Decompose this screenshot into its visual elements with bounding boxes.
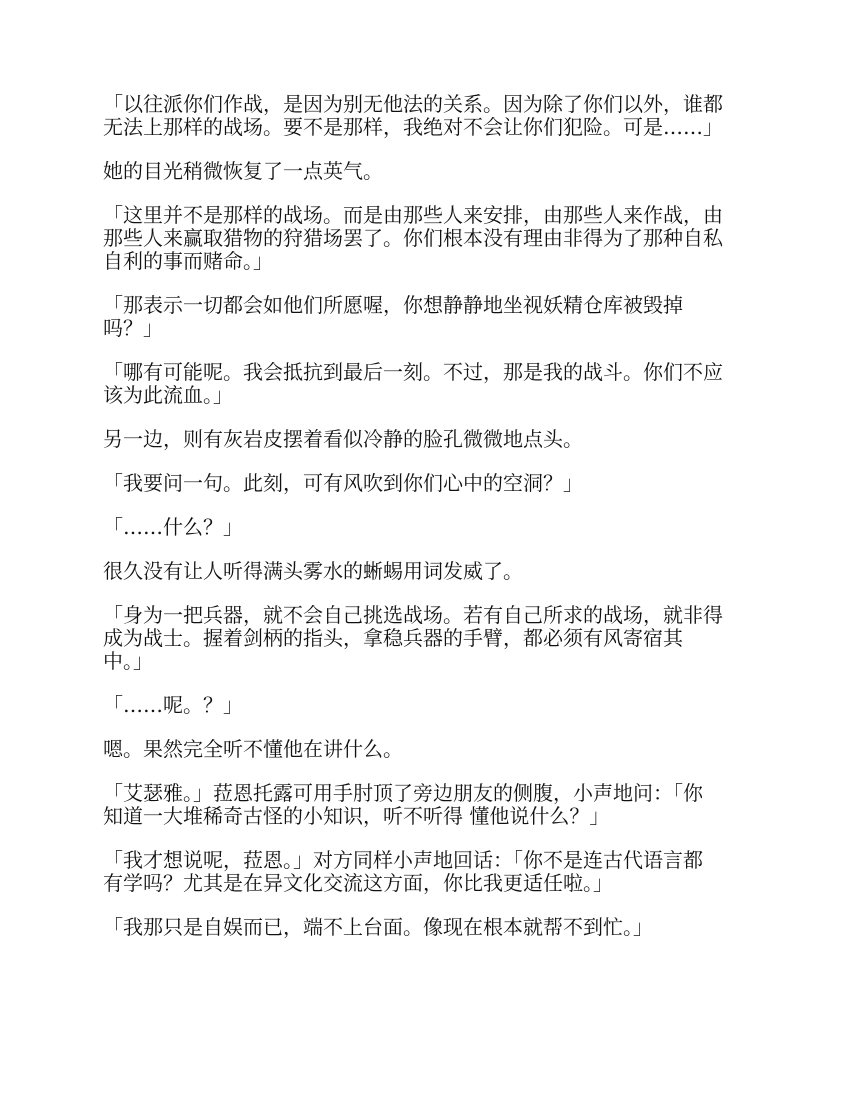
text-line: 「我要问一句。此刻，可有风吹到你们心中的空洞？」 bbox=[103, 471, 583, 495]
text-line: 无法上那样的战场。要不是那样，我绝对不会让你们犯险。可是……」 bbox=[103, 115, 723, 139]
paragraph bbox=[103, 849, 753, 895]
paragraph bbox=[103, 294, 753, 340]
text-line: 那些人来赢取猎物的狩猎场罢了。你们根本没有理由非得为了那种自私 bbox=[103, 226, 723, 250]
text-line: 「这里并不是那样的战场。而是由那些人来安排，由那些人来作战，由 bbox=[103, 203, 723, 227]
text-line: 「艾瑟雅。」菈恩托露可用手肘顶了旁边朋友的侧腹，小声地问：「你 bbox=[103, 781, 703, 805]
text-line: 另一边，则有灰岩皮摆着看似冷静的脸孔微微地点头。 bbox=[103, 427, 583, 451]
text-line: 「我才想说呢，菈恩。」对方同样小声地回话：「你不是连古代语言都 bbox=[103, 848, 703, 872]
paragraph bbox=[103, 738, 753, 761]
text-line: 「身为一把兵器，就不会自己挑选战场。若有自己所求的战场，就非得 bbox=[103, 603, 723, 627]
paragraph bbox=[103, 93, 753, 139]
text-line: 该为此流血。」 bbox=[103, 383, 233, 407]
text-line: 「……什么？」 bbox=[103, 515, 243, 539]
paragraph bbox=[103, 694, 753, 717]
text-line: 吗？」 bbox=[103, 316, 163, 340]
paragraph bbox=[103, 428, 753, 451]
paragraph bbox=[103, 204, 753, 273]
text-line: 成为战士。握着剑柄的指头，拿稳兵器的手臂，都必须有风寄宿其 bbox=[103, 626, 683, 650]
paragraph bbox=[103, 516, 753, 539]
text-line: 嗯。果然完全听不懂他在讲什么。 bbox=[103, 737, 403, 761]
text-line: 「……呢。？」 bbox=[103, 693, 243, 717]
text-line: 中。」 bbox=[103, 649, 153, 673]
text-line: 知道一大堆稀奇古怪的小知识，听不听得 懂他说什么？」 bbox=[103, 804, 610, 828]
text-line: 「那表示一切都会如他们所愿喔，你想静静地坐视妖精仓库被毁掉 bbox=[103, 293, 683, 317]
text-line: 自利的事而赌命。」 bbox=[103, 249, 273, 273]
paragraph bbox=[103, 916, 753, 939]
text-line: 「我那只是自娱而已，端不上台面。像现在根本就帮不到忙。」 bbox=[103, 915, 653, 939]
text-line: 她的目光稍微恢复了一点英气。 bbox=[103, 159, 383, 183]
text-line: 很久没有让人听得满头雾水的蜥蜴用词发威了。 bbox=[103, 559, 523, 583]
paragraph bbox=[103, 604, 753, 673]
paragraph bbox=[103, 560, 753, 583]
text-line: 有学吗？尤其是在异文化交流这方面，你比我更适任啦。」 bbox=[103, 871, 613, 895]
paragraph bbox=[103, 361, 753, 407]
paragraph bbox=[103, 160, 753, 183]
paragraph bbox=[103, 782, 753, 828]
text-line: 「以往派你们作战，是因为别无他法的关系。因为除了你们以外，谁都 bbox=[103, 92, 723, 116]
document-body bbox=[103, 93, 753, 960]
text-line: 「哪有可能呢。我会抵抗到最后一刻。不过，那是我的战斗。你们不应 bbox=[103, 360, 723, 384]
paragraph bbox=[103, 472, 753, 495]
